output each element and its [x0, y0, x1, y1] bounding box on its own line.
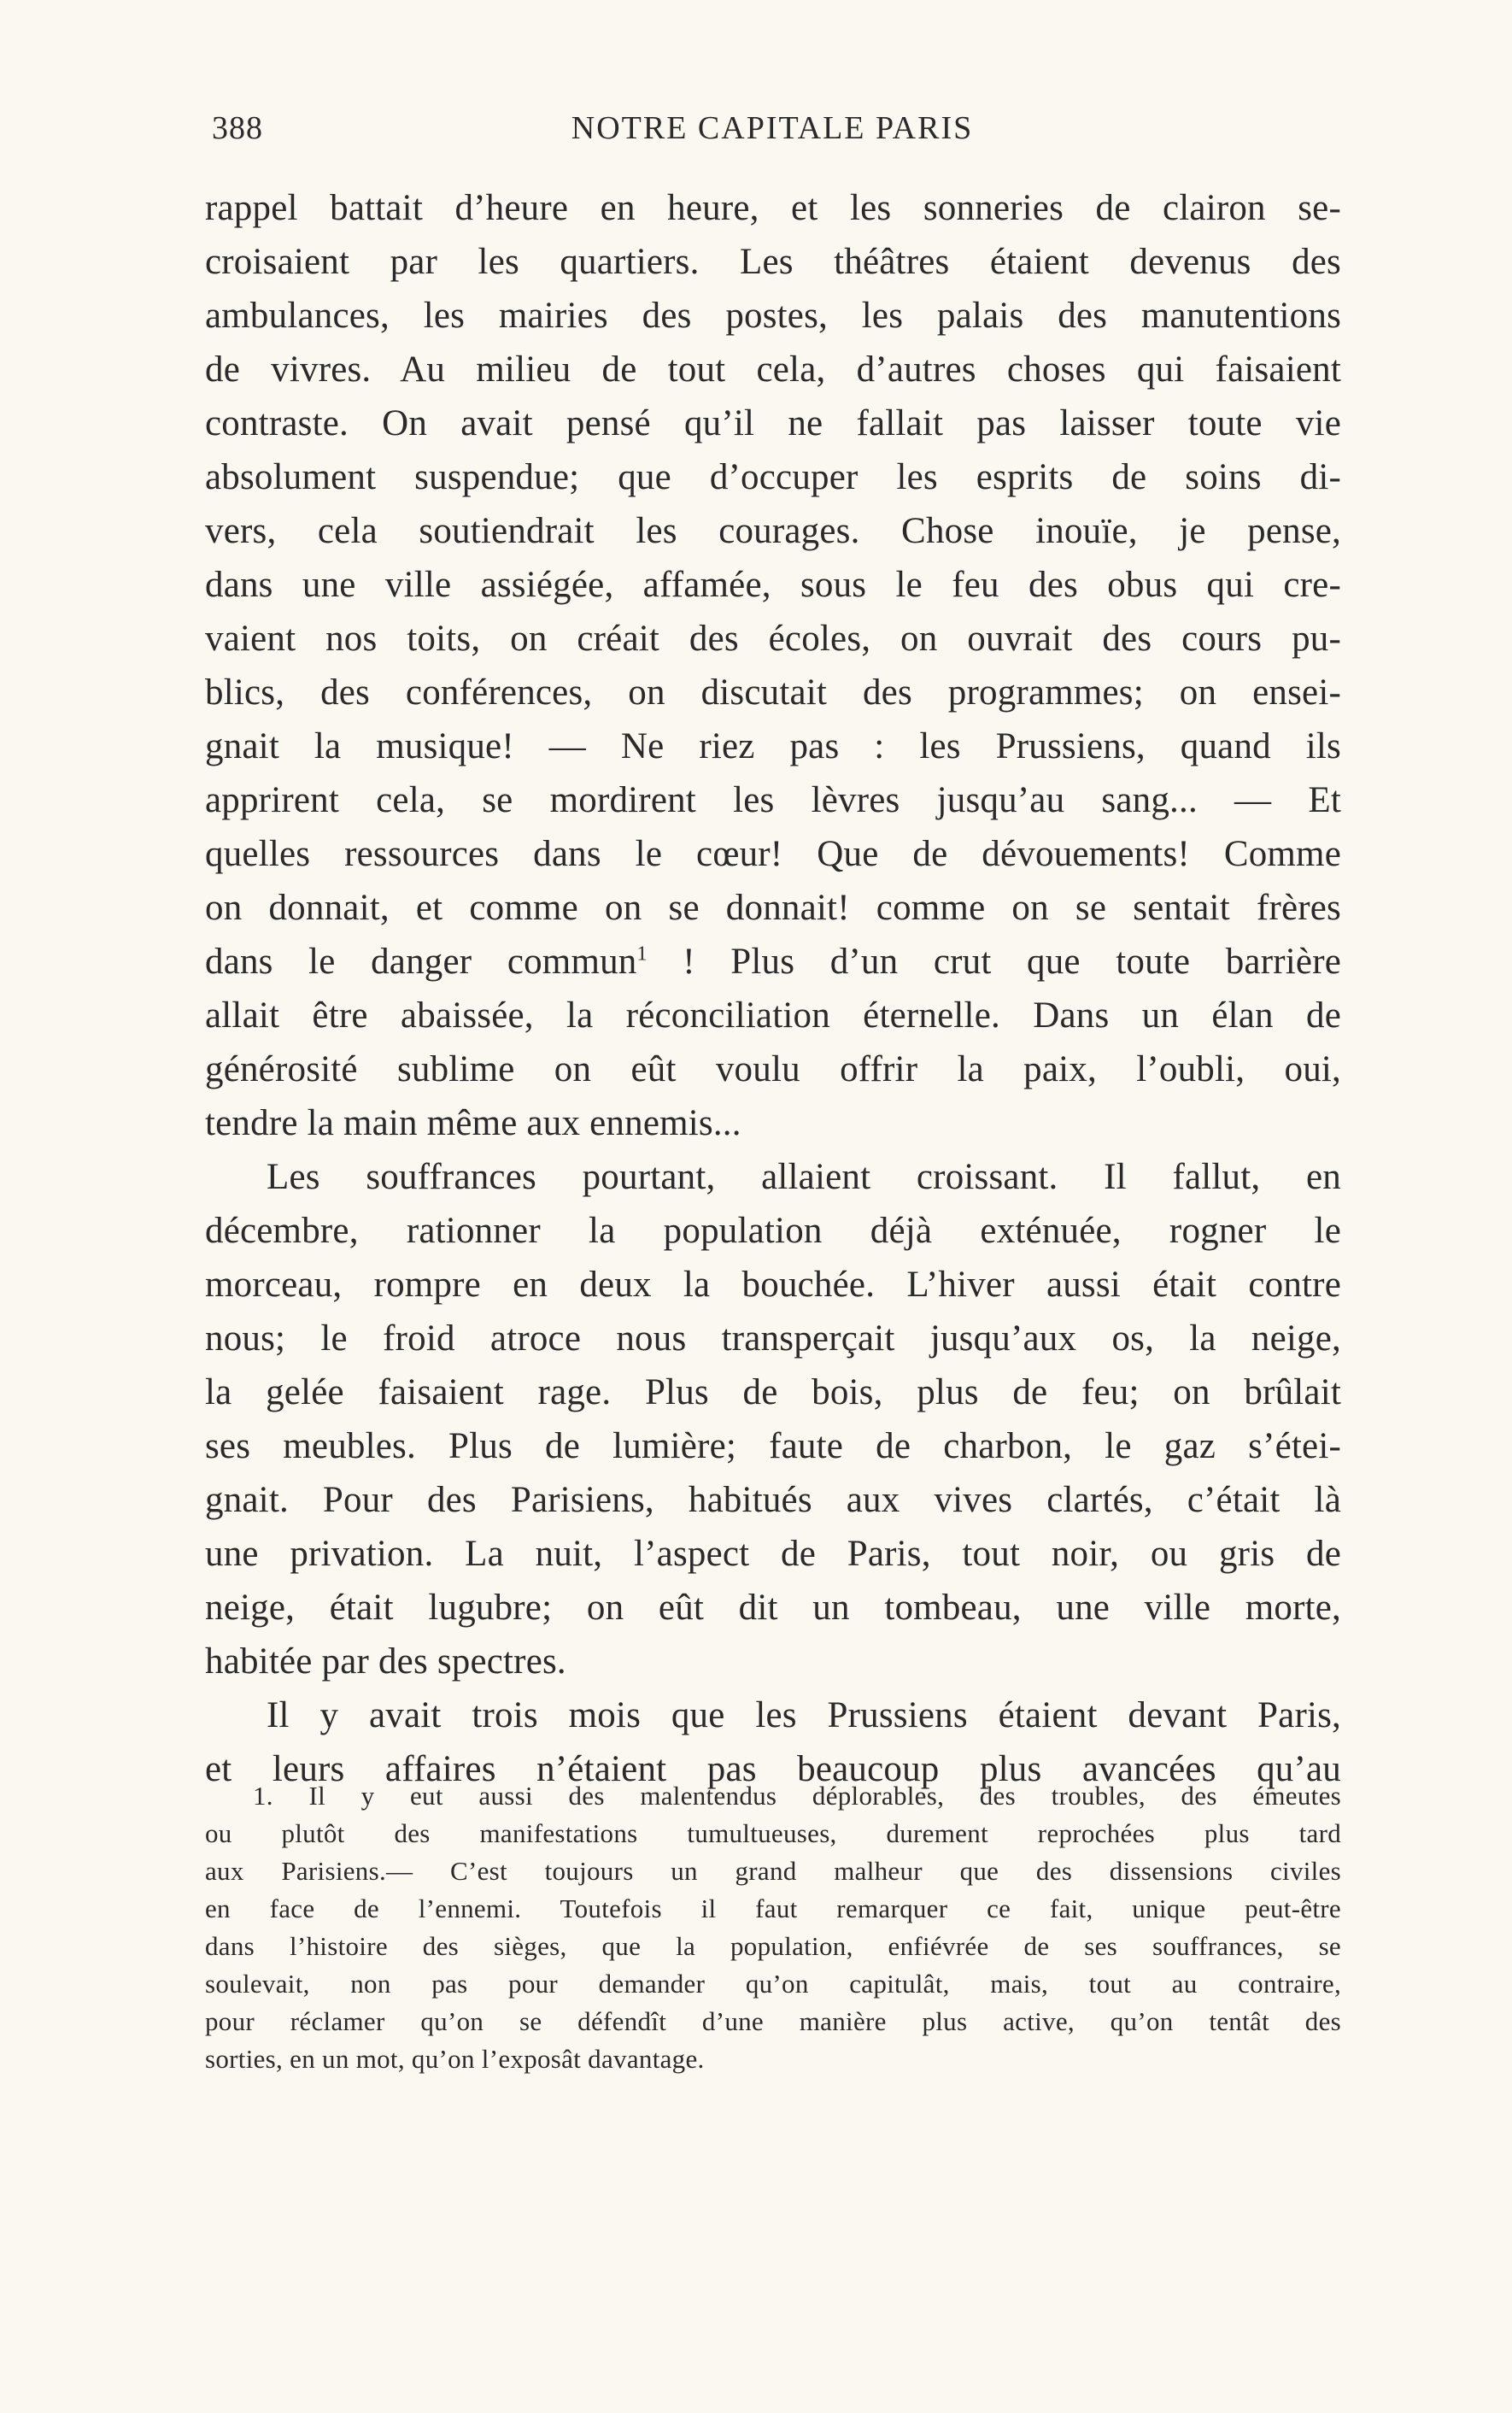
footnote-line: 1. Il y eut aussi des malentendus déplorables, des troubles, des émeutes: [253, 1781, 1341, 1811]
text-line: absolument suspendue; que d’occuper les esprits de soins di-: [205, 457, 1341, 497]
text-line-with-footnote: [205, 935, 1341, 989]
text-line: habitée par des spectres.: [205, 1641, 566, 1682]
text-line: morceau, rompre en deux la bouchée. L’hiver aussi était contre: [205, 1265, 1341, 1305]
footnote-line: aux Parisiens.— C’est toujours un grand malheur que des dissensions civiles: [205, 1856, 1341, 1886]
page-number: 388: [212, 110, 263, 146]
text-segment: ! Plus d’un crut que toute barrière: [683, 942, 1341, 982]
footnote-line: sorties, en un mot, qu’on l’exposât davantage.: [205, 2044, 705, 2074]
text-line: nous; le froid atroce nous transperçait jusqu’aux os, la neige,: [205, 1318, 1341, 1359]
text-line: la gelée faisaient rage. Plus de bois, plus de feu; on brûlait: [205, 1372, 1341, 1412]
text-line: apprirent cela, se mordirent les lèvres jusqu’au sang... — Et: [205, 780, 1341, 820]
text-line: gnait la musique! — Ne riez pas : les Prussiens, quand ils: [205, 726, 1341, 766]
text-line: Les souffrances pourtant, allaient croissant. Il fallut, en: [267, 1157, 1341, 1197]
text-line: croisaient par les quartiers. Les théâtres étaient devenus des: [205, 242, 1341, 282]
footnote-line: dans l’histoire des sièges, que la population, enfiévrée de ses souffrances, se: [205, 1931, 1341, 1961]
text-line: générosité sublime on eût voulu offrir la paix, l’oubli, oui,: [205, 1049, 1341, 1089]
text-line: une privation. La nuit, l’aspect de Paris, tout noir, ou gris de: [205, 1534, 1341, 1574]
text-line: quelles ressources dans le cœur! Que de dévouements! Comme: [205, 834, 1341, 874]
footnote-line: en face de l’ennemi. Toutefois il faut remarquer ce fait, unique peut-être: [205, 1893, 1341, 1923]
page-header: [212, 109, 1333, 157]
text-line: et leurs affaires n’étaient pas beaucoup plus avancées qu’au: [205, 1749, 1341, 1789]
footnotes: [205, 1777, 1341, 2078]
text-line: dans une ville assiégée, affamée, sous le feu des obus qui cre-: [205, 565, 1341, 605]
text-line: vers, cela soutiendrait les courages. Chose inouïe, je pense,: [205, 511, 1341, 551]
text-line: décembre, rationner la population déjà exténuée, rogner le: [205, 1211, 1341, 1251]
footnote-reference: 1: [636, 942, 648, 966]
text-line: de vivres. Au milieu de tout cela, d’autres choses qui faisaient: [205, 349, 1341, 390]
text-line: rappel battait d’heure en heure, et les sonneries de clairon se-: [205, 188, 1341, 228]
text-line: ambulances, les mairies des postes, les palais des manutentions: [205, 296, 1341, 336]
text-line: Il y avait trois mois que les Prussiens étaient devant Paris,: [267, 1695, 1341, 1735]
text-line: on donnait, et comme on se donnait! comme on se sentait frères: [205, 888, 1341, 928]
footnote-line: pour réclamer qu’on se défendît d’une manière plus active, qu’on tentât des: [205, 2006, 1341, 2036]
text-line: ses meubles. Plus de lumière; faute de charbon, le gaz s’étei-: [205, 1426, 1341, 1466]
text-line: blics, des conférences, on discutait des programmes; on ensei-: [205, 672, 1341, 713]
body-text: [205, 181, 1341, 1796]
text-line: contraste. On avait pensé qu’il ne fallait pas laisser toute vie: [205, 403, 1341, 443]
running-title: NOTRE CAPITALE PARIS: [571, 110, 974, 146]
text-line: tendre la main même aux ennemis...: [205, 1103, 741, 1143]
text-line: allait être abaissée, la réconciliation éternelle. Dans un élan de: [205, 995, 1341, 1036]
text-line: vaient nos toits, on créait des écoles, on ouvrait des cours pu-: [205, 619, 1341, 659]
text-line: neige, était lugubre; on eût dit un tombeau, une ville morte,: [205, 1588, 1341, 1628]
text-line: gnait. Pour des Parisiens, habitués aux vives clartés, c’était là: [205, 1480, 1341, 1520]
text-segment: dans le danger commun: [205, 942, 637, 982]
footnote-line: ou plutôt des manifestations tumultueuses, durement reprochées plus tard: [205, 1818, 1341, 1848]
footnote-line: soulevait, non pas pour demander qu’on capitulât, mais, tout au contraire,: [205, 1969, 1341, 1999]
